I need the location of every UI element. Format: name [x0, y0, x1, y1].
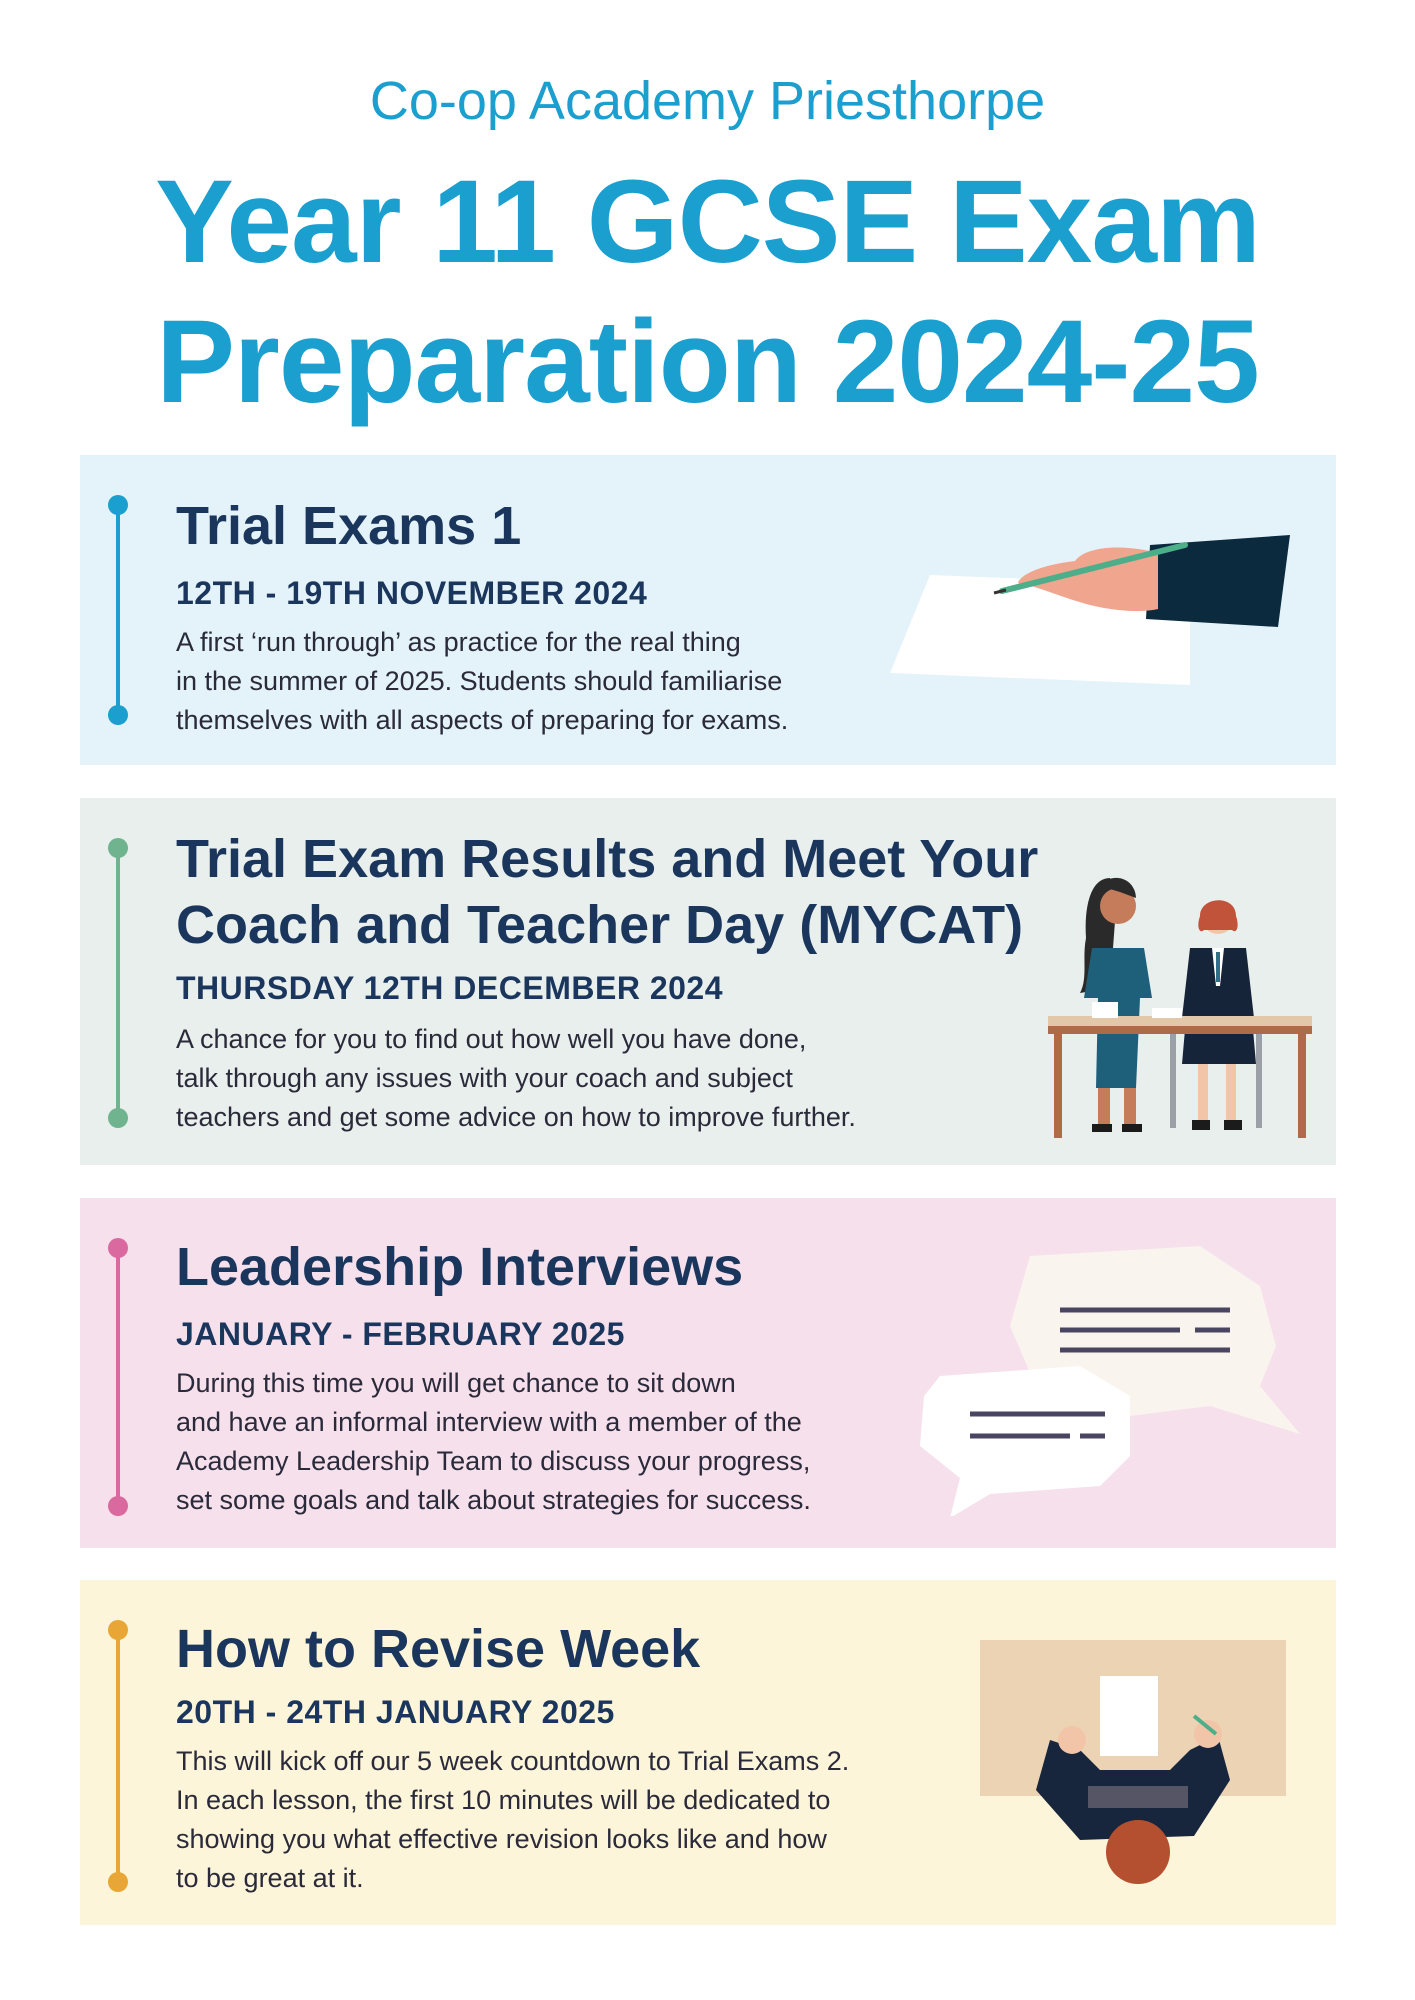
card-body — [176, 1742, 976, 1898]
card-date: THURSDAY 12TH DECEMBER 2024 — [176, 970, 723, 1006]
body-line: Academy Leadership Team to discuss your progress, — [176, 1446, 811, 1476]
body-line: In each lesson, the first 10 minutes will be dedicated to — [176, 1785, 831, 1815]
card-how-to-revise-week — [80, 1580, 1336, 1925]
timeline-line — [116, 1628, 120, 1876]
teacher-student-desk-icon — [1040, 868, 1320, 1138]
body-line: talk through any issues with your coach and subject — [176, 1063, 793, 1093]
timeline-dot-bottom — [108, 705, 128, 725]
card-body — [176, 623, 936, 740]
timeline-line — [116, 503, 120, 709]
timeline-dot-top — [108, 495, 128, 515]
body-line: set some goals and talk about strategies for success. — [176, 1485, 811, 1515]
timeline-dot-top — [108, 1238, 128, 1258]
card-leadership-interviews — [80, 1198, 1336, 1548]
speech-bubbles-icon — [920, 1246, 1320, 1516]
card-date: JANUARY - FEBRUARY 2025 — [176, 1316, 625, 1352]
card-title-line2: Coach and Teacher Day (MYCAT) — [176, 895, 1024, 955]
hand-writing-icon — [890, 535, 1290, 685]
card-date: 12TH - 19TH NOVEMBER 2024 — [176, 575, 648, 611]
body-line: themselves with all aspects of preparing for exams. — [176, 705, 789, 735]
card-date: 20TH - 24TH JANUARY 2025 — [176, 1694, 615, 1730]
body-line: in the summer of 2025. Students should familiarise — [176, 666, 783, 696]
card-title — [176, 826, 1038, 958]
school-name: Co-op Academy Priesthorpe — [369, 71, 1046, 131]
body-line: This will kick off our 5 week countdown to Trial Exams 2. — [176, 1746, 850, 1776]
student-at-desk-icon — [980, 1640, 1290, 1890]
card-title: How to Revise Week — [176, 1619, 701, 1679]
card-mycat — [80, 798, 1336, 1165]
card-title: Leadership Interviews — [176, 1237, 744, 1297]
timeline-dot-bottom — [108, 1496, 128, 1516]
page-title-line1: Year 11 GCSE Exam — [155, 156, 1260, 288]
card-title: Trial Exams 1 — [176, 496, 522, 556]
timeline-dot-top — [108, 838, 128, 858]
page-title-line2: Preparation 2024-25 — [156, 296, 1259, 428]
card-trial-exams-1 — [80, 455, 1336, 765]
timeline-dot-top — [108, 1620, 128, 1640]
card-title-line1: Trial Exam Results and Meet Your — [176, 829, 1039, 889]
timeline-line — [116, 846, 120, 1112]
timeline-dot-bottom — [108, 1108, 128, 1128]
card-body — [176, 1364, 936, 1520]
page-title — [0, 152, 1415, 432]
body-line: teachers and get some advice on how to improve further. — [176, 1102, 856, 1132]
body-line: to be great at it. — [176, 1863, 364, 1893]
body-line: and have an informal interview with a member of the — [176, 1407, 802, 1437]
body-line: During this time you will get chance to sit down — [176, 1368, 736, 1398]
body-line: A chance for you to find out how well you have done, — [176, 1024, 807, 1054]
body-line: showing you what effective revision looks like and how — [176, 1824, 827, 1854]
body-line: A first ‘run through’ as practice for the real thing — [176, 627, 741, 657]
card-body — [176, 1020, 976, 1137]
timeline-dot-bottom — [108, 1872, 128, 1892]
timeline-line — [116, 1246, 120, 1500]
